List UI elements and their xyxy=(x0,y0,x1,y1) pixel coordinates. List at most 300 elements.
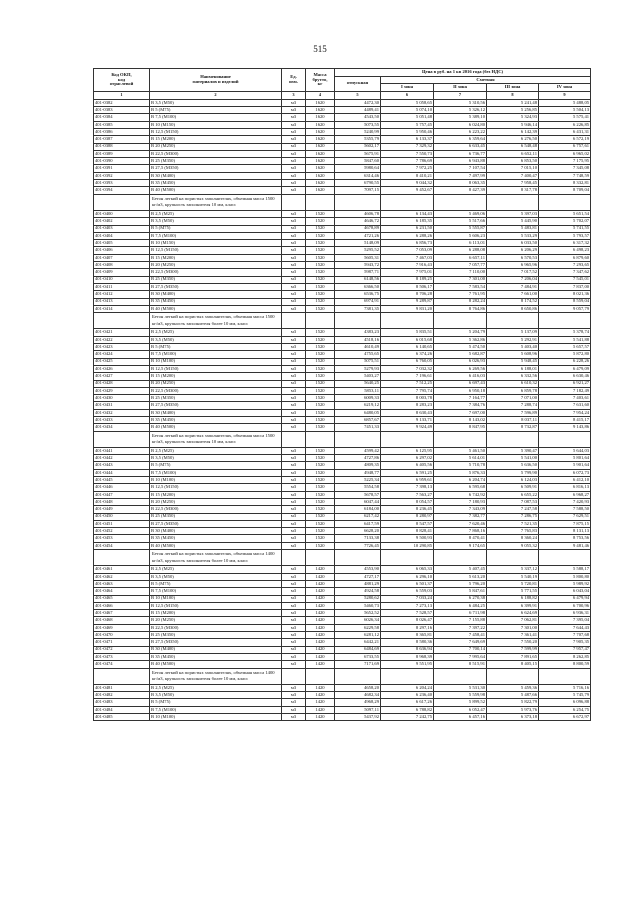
cell-price-zone-2: 7 761,95 xyxy=(434,291,487,298)
cell-unit: м3 xyxy=(282,136,306,143)
header-zone-1: I зона xyxy=(381,84,434,92)
cell-name: В 7,5 (М100) xyxy=(150,232,282,239)
cell-price-zone-2: 7 057,77 xyxy=(434,262,487,269)
cell-price-zone-3: 5 459,36 xyxy=(487,684,539,691)
cell-price-zone-2: 6 270,38 xyxy=(434,595,487,602)
cell-price-otpusk: 5640,25 xyxy=(335,380,381,387)
cell-price-otpusk: 6628,20 xyxy=(335,528,381,535)
cell-name: В 2,5 (М25) xyxy=(150,684,282,691)
cell-price-zone-4: 5 800,80 xyxy=(539,573,591,580)
cell-code: 401-0462 xyxy=(94,573,150,580)
cell-code: 401-0431 xyxy=(94,402,150,409)
cell-price-zone-2: 6 024,80 xyxy=(434,121,487,128)
cell-code: 401-0406 xyxy=(94,247,150,254)
cell-code: 401-0433 xyxy=(94,416,150,423)
cell-price-otpusk: 6484,69 xyxy=(335,646,381,653)
cell-code: 401-0447 xyxy=(94,491,150,498)
cell-price-zone-1: 5 051,48 xyxy=(381,114,434,121)
cell-mass: 1420 xyxy=(306,706,335,713)
cell-code: 401-0481 xyxy=(94,684,150,691)
cell-code: 401-0444 xyxy=(94,469,150,476)
cell-price-zone-1: 6 065,33 xyxy=(381,566,434,573)
cell-price-zone-1: 7 512,25 xyxy=(381,380,434,387)
table-row xyxy=(94,416,591,423)
cell-price-zone-2: 5 682,87 xyxy=(434,351,487,358)
table-row xyxy=(94,143,591,150)
cell-price-zone-1: 7 032,32 xyxy=(381,365,434,372)
cell-price-zone-1: 6 288,26 xyxy=(381,232,434,239)
cell-unit: м3 xyxy=(282,180,306,187)
cell-unit: м3 xyxy=(282,165,306,172)
cell-mass: 1520 xyxy=(306,218,335,225)
cell-price-zone-1: 6 559,03 xyxy=(381,588,434,595)
cell-unit: м3 xyxy=(282,684,306,691)
cell-unit: м3 xyxy=(282,661,306,668)
cell-price-zone-4: 6 816,13 xyxy=(539,484,591,491)
cell-price-zone-3: 7 286,75 xyxy=(487,513,539,520)
cell-price-otpusk: 4755,65 xyxy=(335,351,381,358)
cell-price-zone-1: 6 236,40 xyxy=(381,692,434,699)
cell-price-otpusk: 5225,34 xyxy=(335,477,381,484)
cell-name: В 22,5 (М300) xyxy=(150,150,282,157)
header-code: Код ОКП, код отраслевой xyxy=(94,69,150,92)
table-row xyxy=(94,617,591,624)
cell-name: В 20 (М250) xyxy=(150,143,282,150)
cell-code: 401-0389 xyxy=(94,150,150,157)
cell-price-zone-4: 7 293,65 xyxy=(539,262,591,269)
cell-price-zone-2: 5 469,06 xyxy=(434,210,487,217)
cell-price-zone-3: 7 071,00 xyxy=(487,395,539,402)
cell-unit: м3 xyxy=(282,447,306,454)
cell-price-zone-4: 7 905,35 xyxy=(539,639,591,646)
cell-mass: 1520 xyxy=(306,283,335,290)
table-row xyxy=(94,291,591,298)
cell-price-zone-2: 6 288,08 xyxy=(434,247,487,254)
table-row xyxy=(94,542,591,549)
cell-code: 401-0464 xyxy=(94,588,150,595)
cell-name: В 7,5 (М100) xyxy=(150,588,282,595)
cell-mass: 1420 xyxy=(306,624,335,631)
cell-code: 401-0412 xyxy=(94,291,150,298)
cell-code: 401-0450 xyxy=(94,513,150,520)
cell-price-zone-3: 7 062,81 xyxy=(487,617,539,624)
cell-price-zone-4: 5 716,16 xyxy=(539,684,591,691)
cell-name: В 35 (М450) xyxy=(150,416,282,423)
cell-unit: м3 xyxy=(282,336,306,343)
cell-price-zone-4: 6 479,09 xyxy=(539,365,591,372)
cell-empty xyxy=(306,668,335,684)
cell-price-zone-4: 6 879,60 xyxy=(539,254,591,261)
cell-unit: м3 xyxy=(282,298,306,305)
cell-price-otpusk: 4968,29 xyxy=(335,699,381,706)
cell-price-otpusk: 6733,55 xyxy=(335,653,381,660)
cell-mass: 1620 xyxy=(306,114,335,121)
cell-empty xyxy=(381,431,434,447)
cell-price-zone-1: 8 365,81 xyxy=(381,632,434,639)
table-row xyxy=(94,699,591,706)
cell-price-zone-1: 7 053,09 xyxy=(381,247,434,254)
table-row xyxy=(94,121,591,128)
cell-price-zone-3: 7 958,45 xyxy=(487,180,539,187)
table-row xyxy=(94,498,591,505)
cell-price-zone-2: 5 847,61 xyxy=(434,588,487,595)
cell-unit: м3 xyxy=(282,714,306,721)
cell-price-zone-1: 6 204,24 xyxy=(381,684,434,691)
cell-code: 401-0449 xyxy=(94,506,150,513)
cell-mass: 1520 xyxy=(306,469,335,476)
cell-unit: м3 xyxy=(282,469,306,476)
cell-price-zone-2: 5 310,56 xyxy=(434,99,487,106)
cell-unit: м3 xyxy=(282,595,306,602)
cell-price-zone-1: 8 580,36 xyxy=(381,639,434,646)
cell-empty xyxy=(539,431,591,447)
cell-unit: м3 xyxy=(282,395,306,402)
cell-price-otpusk: 4727,17 xyxy=(335,573,381,580)
table-row xyxy=(94,566,591,573)
cell-price-zone-4: 6 936,31 xyxy=(539,610,591,617)
cell-price-zone-1: 8 003,78 xyxy=(381,395,434,402)
cell-price-zone-3: 5 337,12 xyxy=(487,566,539,573)
cell-empty xyxy=(335,668,381,684)
cell-price-otpusk: 6047,44 xyxy=(335,498,381,505)
cell-price-zone-2: 5 461,50 xyxy=(434,447,487,454)
cell-price-otpusk: 4678,89 xyxy=(335,225,381,232)
cell-price-zone-2: 6 950,18 xyxy=(434,387,487,394)
cell-mass: 1520 xyxy=(306,506,335,513)
cell-price-zone-3: 5 241,48 xyxy=(487,99,539,106)
cell-mass: 1620 xyxy=(306,143,335,150)
cell-name: В 12,5 (М150) xyxy=(150,247,282,254)
group-caption-row xyxy=(94,313,591,329)
cell-mass: 1520 xyxy=(306,409,335,416)
cell-unit: м3 xyxy=(282,416,306,423)
cell-name: В 30 (М400) xyxy=(150,409,282,416)
cell-code: 401-0423 xyxy=(94,344,150,351)
cell-name: В 20 (М250) xyxy=(150,380,282,387)
cell-code: 401-0453 xyxy=(94,535,150,542)
cell-mass: 1420 xyxy=(306,595,335,602)
cell-unit: м3 xyxy=(282,528,306,535)
table-row xyxy=(94,714,591,721)
cell-code: 401-0404 xyxy=(94,232,150,239)
cell-price-otpusk: 5554,58 xyxy=(335,484,381,491)
cell-price-zone-1: 7 972,25 xyxy=(381,165,434,172)
cell-name: В 5 (М75) xyxy=(150,580,282,587)
cell-unit: м3 xyxy=(282,107,306,114)
cell-price-zone-4: 7 875,15 xyxy=(539,520,591,527)
cell-code: 401-0413 xyxy=(94,298,150,305)
cell-unit: м3 xyxy=(282,699,306,706)
cell-price-zone-1: 5 074,10 xyxy=(381,107,434,114)
cell-mass: 1520 xyxy=(306,455,335,462)
cell-price-otpusk: 5295,52 xyxy=(335,247,381,254)
cell-unit: м3 xyxy=(282,247,306,254)
cell-price-zone-1: 5 757,45 xyxy=(381,121,434,128)
cell-unit: м3 xyxy=(282,692,306,699)
cell-price-zone-3: 6 188,82 xyxy=(487,595,539,602)
cell-mass: 1420 xyxy=(306,573,335,580)
cell-price-otpusk: 5148,09 xyxy=(335,240,381,247)
header-name: Наименование материалов и изделий xyxy=(150,69,282,92)
cell-price-zone-3: 5 720,81 xyxy=(487,580,539,587)
cell-name: В 3,5 (М50) xyxy=(150,573,282,580)
cell-name: В 10 (М100) xyxy=(150,714,282,721)
cell-code: 401-0474 xyxy=(94,661,150,668)
cell-price-otpusk: 6217,42 xyxy=(335,513,381,520)
table-row xyxy=(94,232,591,239)
cell-price-zone-2: 7 155,88 xyxy=(434,617,487,624)
cell-mass: 1520 xyxy=(306,269,335,276)
cell-code: 401-0463 xyxy=(94,580,150,587)
cell-price-zone-3: 7 361,41 xyxy=(487,632,539,639)
cell-price-zone-1: 6 231,50 xyxy=(381,225,434,232)
cell-price-zone-1: 6 617,26 xyxy=(381,699,434,706)
cell-price-zone-4: 7 395,04 xyxy=(539,617,591,624)
cell-name: В 7,5 (М100) xyxy=(150,706,282,713)
cell-unit: м3 xyxy=(282,128,306,135)
cell-name: В 2,5 (М25) xyxy=(150,329,282,336)
cell-price-zone-4: 7 954,24 xyxy=(539,409,591,416)
table-row xyxy=(94,395,591,402)
cell-empty xyxy=(282,668,306,684)
cell-price-zone-2: 7 649,69 xyxy=(434,639,487,646)
cell-price-zone-2: 6 697,43 xyxy=(434,380,487,387)
cell-price-zone-4: 5 644,03 xyxy=(539,447,591,454)
cell-mass: 1520 xyxy=(306,535,335,542)
table-row xyxy=(94,692,591,699)
cell-price-zone-4: 6 479,94 xyxy=(539,595,591,602)
cell-name: В 15 (М200) xyxy=(150,610,282,617)
cell-price-otpusk: 7451,33 xyxy=(335,424,381,431)
cell-price-otpusk: 4553,90 xyxy=(335,566,381,573)
cell-name: В 12,5 (М150) xyxy=(150,602,282,609)
cell-price-otpusk: 4924,58 xyxy=(335,588,381,595)
table-row xyxy=(94,491,591,498)
cell-mass: 1420 xyxy=(306,632,335,639)
cell-price-otpusk: 5675,91 xyxy=(335,150,381,157)
table-row xyxy=(94,595,591,602)
cell-price-zone-3: 6 655,22 xyxy=(487,491,539,498)
cell-mass: 1520 xyxy=(306,513,335,520)
cell-price-otpusk: 5678,57 xyxy=(335,491,381,498)
cell-price-zone-2: 7 343,09 xyxy=(434,506,487,513)
cell-price-otpusk: 7133,38 xyxy=(335,535,381,542)
cell-price-zone-3: 5 445,90 xyxy=(487,218,539,225)
cell-code: 401-0403 xyxy=(94,225,150,232)
cell-code: 401-0384 xyxy=(94,114,150,121)
table-row xyxy=(94,706,591,713)
cell-mass: 1620 xyxy=(306,165,335,172)
cell-name: В 2,5 (М25) xyxy=(150,566,282,573)
column-number-row xyxy=(94,91,591,99)
cell-unit: м3 xyxy=(282,520,306,527)
table-row xyxy=(94,336,591,343)
cell-name: В 27,5 (М350) xyxy=(150,639,282,646)
cell-price-otpusk: 7726,45 xyxy=(335,542,381,549)
cell-mass: 1520 xyxy=(306,336,335,343)
cell-price-zone-2: 8 847,95 xyxy=(434,424,487,431)
table-body xyxy=(94,99,591,721)
cell-price-zone-2: 7 995,64 xyxy=(434,653,487,660)
cell-mass: 1520 xyxy=(306,402,335,409)
cell-price-zone-4: 6 965,02 xyxy=(539,150,591,157)
cell-price-zone-3: 6 276,50 xyxy=(487,136,539,143)
cell-price-zone-2: 5 517,66 xyxy=(434,218,487,225)
cell-code: 401-0434 xyxy=(94,424,150,431)
cell-code: 401-0473 xyxy=(94,653,150,660)
cell-price-zone-1: 8 283,23 xyxy=(381,402,434,409)
cell-name: В 2,5 (М25) xyxy=(150,210,282,217)
cell-price-zone-4: 5 901,64 xyxy=(539,462,591,469)
table-row xyxy=(94,639,591,646)
cell-price-otpusk: 6184,00 xyxy=(335,506,381,513)
table-row xyxy=(94,225,591,232)
cell-code: 401-0421 xyxy=(94,329,150,336)
cell-mass: 1620 xyxy=(306,187,335,194)
cell-price-otpusk: 6857,67 xyxy=(335,416,381,423)
cell-price-zone-1: 6 591,25 xyxy=(381,469,434,476)
cell-price-zone-4: 8 709,04 xyxy=(539,187,591,194)
cell-name: В 25 (М350) xyxy=(150,632,282,639)
cell-price-zone-4: 6 072,73 xyxy=(539,469,591,476)
cell-price-zone-4: 5 741,55 xyxy=(539,225,591,232)
cell-mass: 1520 xyxy=(306,477,335,484)
cell-price-zone-1: 6 405,56 xyxy=(381,462,434,469)
cell-price-otpusk: 4472,30 xyxy=(335,99,381,106)
cell-price-zone-3: 7 596,89 xyxy=(487,409,539,416)
cell-code: 401-0485 xyxy=(94,714,150,721)
cell-empty xyxy=(306,431,335,447)
cell-price-zone-3: 6 332,56 xyxy=(487,373,539,380)
cell-mass: 1520 xyxy=(306,380,335,387)
cell-price-zone-2: 5 474,50 xyxy=(434,344,487,351)
cell-price-zone-4: 7 957,47 xyxy=(539,646,591,653)
cell-price-zone-3: 7 288,74 xyxy=(487,402,539,409)
group-caption-row xyxy=(94,550,591,566)
cell-code: 401-0468 xyxy=(94,617,150,624)
header-unit: Ед. изм. xyxy=(282,69,306,92)
table-row xyxy=(94,535,591,542)
cell-name: В 30 (М400) xyxy=(150,172,282,179)
cell-name: В 12,5 (М150) xyxy=(150,128,282,135)
cell-price-zone-4: 6 226,85 xyxy=(539,121,591,128)
table-row xyxy=(94,269,591,276)
cell-name: В 7,5 (М100) xyxy=(150,351,282,358)
cell-empty xyxy=(335,313,381,329)
cell-price-zone-2: 6 633,45 xyxy=(434,143,487,150)
cell-price-zone-1: 6 856,73 xyxy=(381,240,434,247)
cell-empty xyxy=(306,194,335,210)
cell-mass: 1520 xyxy=(306,484,335,491)
cell-price-zone-3: 7 301,00 xyxy=(487,624,539,631)
cell-price-zone-2: 9 174,65 xyxy=(434,542,487,549)
cell-price-otpusk: 5980,64 xyxy=(335,165,381,172)
group-caption: Бетон легкий на пористых заполнителях, объемная масса 1400 кг/м3, крупность заполнителя более 10 мм, класс xyxy=(150,668,282,684)
cell-price-zone-2: 5 555,87 xyxy=(434,225,487,232)
cell-mass: 1520 xyxy=(306,358,335,365)
cell-price-zone-3: 5 390,47 xyxy=(487,447,539,454)
cell-name: В 7,5 (М100) xyxy=(150,469,282,476)
cell-unit: м3 xyxy=(282,506,306,513)
cell-price-zone-4: 7 837,00 xyxy=(539,283,591,290)
cell-mass: 1520 xyxy=(306,416,335,423)
cell-price-zone-4: 8 131,13 xyxy=(539,528,591,535)
cell-mass: 1620 xyxy=(306,136,335,143)
cell-price-zone-3: 5 540,19 xyxy=(487,573,539,580)
cell-mass: 1520 xyxy=(306,491,335,498)
cell-name: В 10 (М100) xyxy=(150,595,282,602)
cell-price-zone-4: 6 096,88 xyxy=(539,699,591,706)
cell-price-zone-3: 6 853,50 xyxy=(487,158,539,165)
cell-price-otpusk: 5853,11 xyxy=(335,387,381,394)
cell-code: 401-0391 xyxy=(94,165,150,172)
cell-price-otpusk: 4543,50 xyxy=(335,114,381,121)
cell-price-zone-2: 5 362,86 xyxy=(434,336,487,343)
cell-price-otpusk: 4599,42 xyxy=(335,447,381,454)
cell-price-zone-2: 5 326,12 xyxy=(434,107,487,114)
cell-code: 401-0386 xyxy=(94,128,150,135)
cell-mass: 1420 xyxy=(306,588,335,595)
cell-name: В 10 (М100) xyxy=(150,358,282,365)
cell-price-zone-1: 7 329,32 xyxy=(381,143,434,150)
table-row xyxy=(94,684,591,691)
cell-price-zone-2: 8 063,35 xyxy=(434,180,487,187)
cell-unit: м3 xyxy=(282,329,306,336)
cell-price-zone-1: 9 924,49 xyxy=(381,424,434,431)
cell-mass: 1520 xyxy=(306,329,335,336)
cell-price-zone-3: 5 608,96 xyxy=(487,351,539,358)
cell-price-zone-4: 7 629,51 xyxy=(539,513,591,520)
cell-mass: 1520 xyxy=(306,276,335,283)
table-row xyxy=(94,380,591,387)
cell-code: 401-0387 xyxy=(94,136,150,143)
table-row xyxy=(94,513,591,520)
cell-price-zone-4: 5 872,80 xyxy=(539,351,591,358)
cell-mass: 1420 xyxy=(306,610,335,617)
cell-price-zone-4: 7 175,95 xyxy=(539,158,591,165)
cell-price-zone-4: 6 630,46 xyxy=(539,373,591,380)
cell-code: 401-0405 xyxy=(94,240,150,247)
column-number: 4 xyxy=(306,91,335,99)
cell-unit: м3 xyxy=(282,232,306,239)
group-caption-row xyxy=(94,431,591,447)
cell-price-zone-2: 6 416,03 xyxy=(434,373,487,380)
cell-empty xyxy=(434,313,487,329)
cell-price-otpusk: 4610,49 xyxy=(335,344,381,351)
table-row xyxy=(94,373,591,380)
cell-unit: м3 xyxy=(282,210,306,217)
cell-price-zone-2: 5 899,52 xyxy=(434,699,487,706)
header-otpusk: отпускная xyxy=(335,76,381,91)
cell-empty xyxy=(487,194,539,210)
cell-mass: 1420 xyxy=(306,653,335,660)
cell-price-zone-3: 5 946,14 xyxy=(487,121,539,128)
cell-empty xyxy=(487,668,539,684)
cell-unit: м3 xyxy=(282,380,306,387)
cell-price-zone-3: 7 017,52 xyxy=(487,269,539,276)
cell-price-zone-2: 6 595,68 xyxy=(434,484,487,491)
cell-mass: 1620 xyxy=(306,172,335,179)
table-row xyxy=(94,240,591,247)
cell-price-zone-3: 7 206,04 xyxy=(487,276,539,283)
cell-price-otpusk: 6790,55 xyxy=(335,180,381,187)
cell-price-otpusk: 6148,56 xyxy=(335,276,381,283)
cell-price-zone-1: 6 297,02 xyxy=(381,455,434,462)
cell-price-zone-1: 5 835,51 xyxy=(381,329,434,336)
cell-price-zone-3: 6 548,48 xyxy=(487,143,539,150)
table-row xyxy=(94,402,591,409)
cell-mass: 1620 xyxy=(306,128,335,135)
